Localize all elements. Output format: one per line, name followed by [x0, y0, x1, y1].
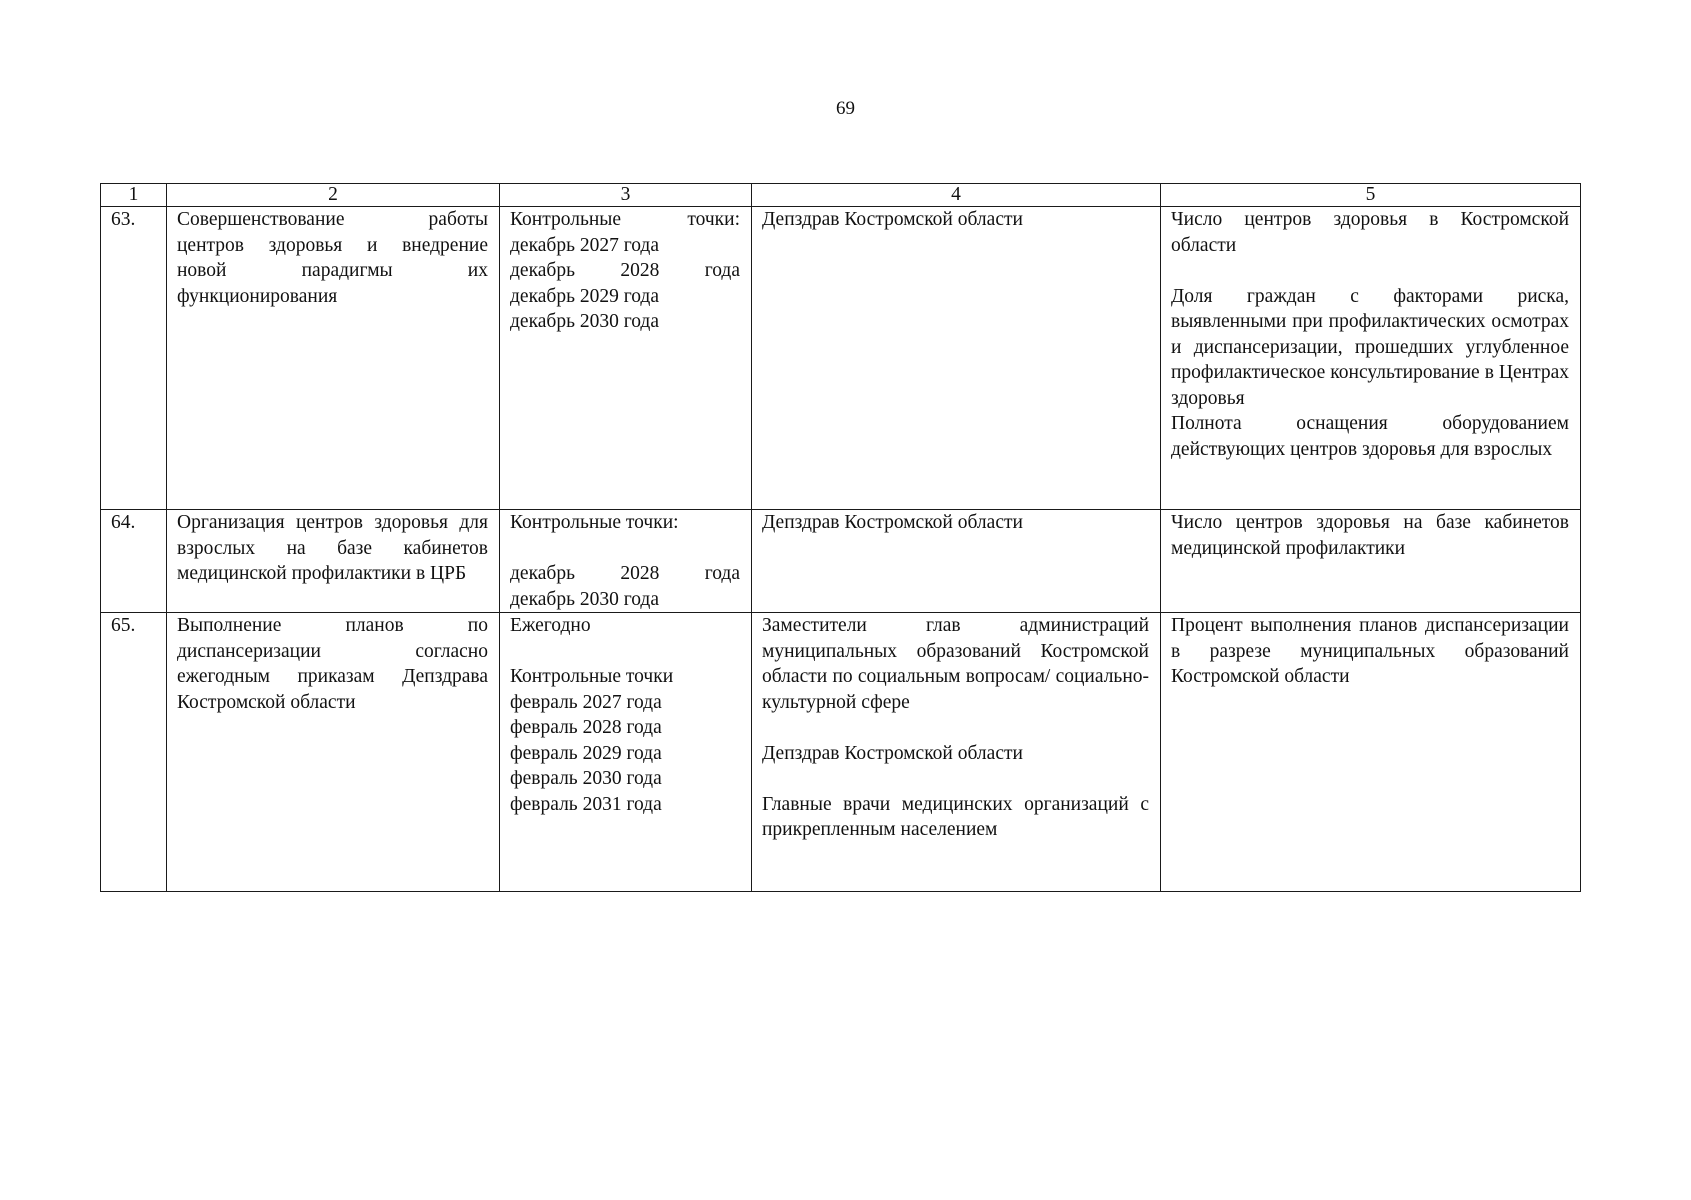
deadline-item: февраль 2031 года	[510, 793, 662, 815]
indicator-text: Процент выполнения планов диспансеризации в разрезе муниципальных образований Костромской области	[1171, 615, 1569, 687]
indicator-text: Число центров здоровья на базе кабинетов медицинской профилактики	[1171, 512, 1569, 559]
paragraph-gap	[510, 536, 740, 562]
deadline-cell	[500, 613, 752, 892]
indicator-text: Доля граждан с факторами риска, выявленными при профилактических осмотрах и диспансеризации, прошедших углубленное профилактическое консультирование в Центрах здоровья	[1171, 285, 1569, 409]
deadline-item: декабрь 2030 года	[510, 588, 660, 610]
event-text-line: Совершенствование работы	[177, 209, 488, 230]
responsible-cell	[752, 510, 1161, 613]
indicator-cell	[1161, 613, 1581, 892]
indicator-text: Число центров здоровья в Костромской области	[1171, 209, 1569, 256]
indicator-cell	[1161, 510, 1581, 613]
deadline-cell	[500, 207, 752, 510]
responsible-text: Заместители глав администраций муниципальных образований Костромской области по социальным вопросам/ социально-культурной сфере	[762, 615, 1149, 713]
event-text: Организация центров здоровья для взрослых на базе кабинетов медицинской профилактики в ЦРБ	[177, 512, 488, 584]
column-header-3: 3	[500, 184, 752, 207]
row-number: 63.	[101, 207, 167, 510]
column-header-2: 2	[167, 184, 500, 207]
responsible-text: Главные врачи медицинских организаций с прикрепленным населением	[762, 793, 1149, 840]
row-number: 65.	[101, 613, 167, 892]
table-row	[101, 613, 1581, 892]
event-text: Выполнение планов по диспансеризации согласно ежегодным приказам Депздрава Костромской области	[177, 615, 488, 713]
deadline-item: февраль 2030 года	[510, 768, 662, 789]
deadline-title: Контрольные точки:	[510, 512, 679, 533]
paragraph-gap	[762, 766, 1149, 792]
event-cell	[167, 613, 500, 892]
event-text-line: новой парадигмы их	[177, 260, 488, 281]
table-header-row	[101, 184, 1581, 207]
responsible-text: Депздрав Костромской области	[762, 742, 1023, 764]
deadline-item: декабрь 2027 года	[510, 234, 660, 256]
paragraph-gap	[510, 639, 740, 665]
event-cell	[167, 207, 500, 510]
deadline-cell	[500, 510, 752, 613]
table-row	[101, 207, 1581, 510]
paragraph-gap	[1171, 258, 1569, 284]
deadline-item: февраль 2029 года	[510, 742, 662, 764]
deadline-title: Контрольные точки	[510, 666, 674, 687]
responsible-cell	[752, 207, 1161, 510]
responsible-text: Депздрав Костромской области	[762, 209, 1023, 230]
deadline-item: декабрь 2028 года	[510, 260, 740, 281]
table-row	[101, 510, 1581, 613]
deadline-item: февраль 2028 года	[510, 717, 662, 738]
event-text-line: функционирования	[177, 285, 338, 307]
event-text-line: центров здоровья и внедрение	[177, 234, 488, 256]
row-number: 64.	[101, 510, 167, 613]
deadline-item: декабрь 2030 года	[510, 311, 660, 332]
action-plan-table	[100, 183, 1581, 892]
deadline-item: декабрь 2028 года	[510, 563, 740, 584]
event-cell	[167, 510, 500, 613]
column-header-1: 1	[101, 184, 167, 207]
deadline-item: февраль 2027 года	[510, 691, 662, 713]
deadline-item: декабрь 2029 года	[510, 285, 660, 307]
deadline-title: Контрольные точки:	[510, 209, 740, 230]
paragraph-gap	[762, 715, 1149, 741]
column-header-5: 5	[1161, 184, 1581, 207]
page-number: 69	[836, 98, 855, 119]
indicator-cell	[1161, 207, 1581, 510]
deadline-lead: Ежегодно	[510, 615, 591, 636]
responsible-cell	[752, 613, 1161, 892]
column-header-4: 4	[752, 184, 1161, 207]
responsible-text: Депздрав Костромской области	[762, 512, 1023, 533]
indicator-text: Полнота оснащения оборудованием действующих центров здоровья для взрослых	[1171, 413, 1569, 460]
